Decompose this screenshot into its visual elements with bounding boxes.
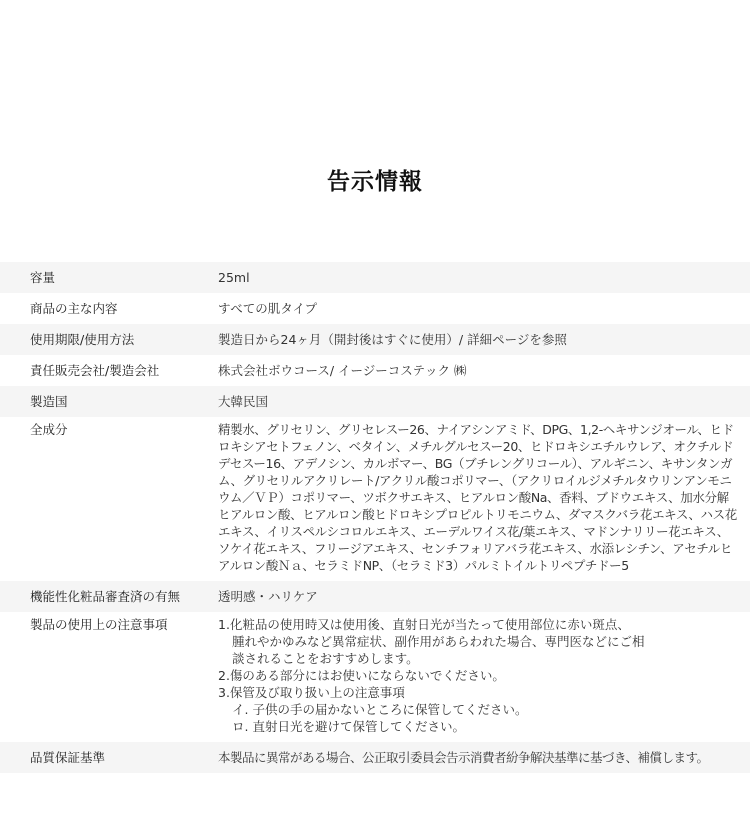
row-value: 本製品に異常がある場合、公正取引委員会告示消費者紛争解決基準に基づき、補償します。 (218, 750, 709, 765)
row-label: 責任販売会社/製造会社 (30, 363, 160, 378)
note-line: 2.傷のある部分にはお使いにならないでください。 (218, 668, 505, 683)
row-label: 全成分 (30, 422, 68, 437)
note-line: 1.化粧品の使用時又は使用後、直射日光が当たって使用部位に赤い斑点、 (218, 617, 630, 632)
row-value: 25ml (218, 270, 250, 285)
row-label: 機能性化粧品審査済の有無 (30, 589, 181, 604)
row-value: すべての肌タイプ (218, 301, 318, 316)
page-title: 告示情報 (327, 169, 423, 195)
table-row (0, 581, 750, 612)
note-line: 3.保管及び取り扱い上の注意事項 (218, 685, 405, 700)
row-label: 品質保証基準 (30, 750, 106, 765)
row-label: 容量 (30, 270, 56, 285)
row-value: 大韓民国 (218, 394, 269, 409)
table-row (0, 386, 750, 417)
table-row (0, 612, 750, 742)
note-line: イ. 子供の手の届かないところに保管してください。 (232, 702, 528, 717)
row-value: 透明感・ハリケア (218, 589, 318, 604)
table-row (0, 417, 750, 581)
row-label: 製品の使用上の注意事項 (30, 617, 168, 632)
row-label: 商品の主な内容 (30, 301, 118, 316)
usage-notes (218, 616, 750, 735)
row-label: 使用期限/使用方法 (30, 332, 135, 347)
table-row (0, 293, 750, 324)
info-table (0, 262, 750, 773)
row-value: 株式会社ボウコース/ イージーコステック ㈱ (218, 363, 467, 378)
note-line: 腫れやかゆみなど異常症状、副作用があらわれた場合、専門医などにご相 (232, 634, 645, 649)
row-value: 製造日から24ヶ月（開封後はすぐに使用）/ 詳細ページを参照 (218, 332, 567, 347)
note-line: 談されることをおすすめします。 (232, 651, 419, 666)
note-line: ロ. 直射日光を避けて保管してください。 (232, 719, 465, 734)
row-label: 製造国 (30, 394, 68, 409)
table-row (0, 324, 750, 355)
table-row (0, 355, 750, 386)
ingredients-value: 精製水、グリセリン、グリセレスー26、ナイアシンアミド、DPG、1,2-ヘキサンジオール、ヒドロキシアセトフェノン、ベタイン、メチルグルセスー20、ヒドロキシエチルウレア、オクチルドデセスー16、アデノシン、カルボマー、BG（ブチレングリコール）、アルギニン、キサンタンガム、グリセリルアクリレート/アクリル酸コポリマー、（アクリロイルジメチルタウリンアンモニウム／ＶＰ）コポリマー、ツボクサエキス、ヒアルロン酸Na、香料、ブドウエキス、加水分解ヒアルロン酸、ヒアルロン酸ヒドロキシプロピルトリモニウム、ダマスクバラ花エキス、ハス花エキス、イリスペルシコロルエキス、エーデルワイス花/葉エキス、マドンナリリー花エキス、ソケイ花エキス、フリージアエキス、センチフォリアバラ花エキス、水添レシチン、アセチルヒアルロン酸Ｎａ、セラミドNP、（セラミド3）パルミトイルトリペプチドー5 (218, 422, 737, 573)
table-row (0, 262, 750, 293)
table-row (0, 742, 750, 773)
